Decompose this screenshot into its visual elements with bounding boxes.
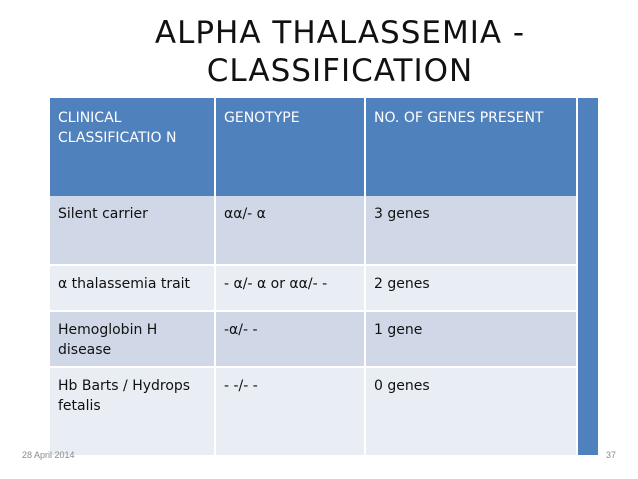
table-row-1-genotype: αα/- α	[216, 196, 366, 266]
footer-page-number: 37	[605, 450, 616, 460]
header-genotype: GENOTYPE	[216, 98, 366, 196]
table-row-4-genes: 0 genes	[366, 368, 578, 455]
table-row-2-genotype: - α/- α or αα/- -	[216, 266, 366, 312]
table-row-4-classification: Hb Barts / Hydrops fetalis	[50, 368, 216, 455]
table-edge-column	[578, 98, 598, 455]
table-row-2-classification: α thalassemia trait	[50, 266, 216, 312]
table-row-4-genotype: - -/- -	[216, 368, 366, 455]
footer-date: 28 April 2014	[22, 450, 75, 460]
classification-table	[50, 98, 598, 455]
table-row-1-genes: 3 genes	[366, 196, 578, 266]
table-row-3-classification: Hemoglobin H disease	[50, 312, 216, 368]
title-line-2: CLASSIFICATION	[206, 53, 474, 89]
header-genes-present: NO. OF GENES PRESENT	[366, 98, 578, 196]
table-row-2-genes: 2 genes	[366, 266, 578, 312]
header-clinical-classification: CLINICAL CLASSIFICATIO N	[50, 98, 216, 196]
slide-title	[80, 14, 600, 90]
table-row-1-classification: Silent carrier	[50, 196, 216, 266]
table-row-3-genes: 1 gene	[366, 312, 578, 368]
table-row-3-genotype: -α/- -	[216, 312, 366, 368]
title-line-1: ALPHA THALASSEMIA -	[154, 15, 526, 51]
